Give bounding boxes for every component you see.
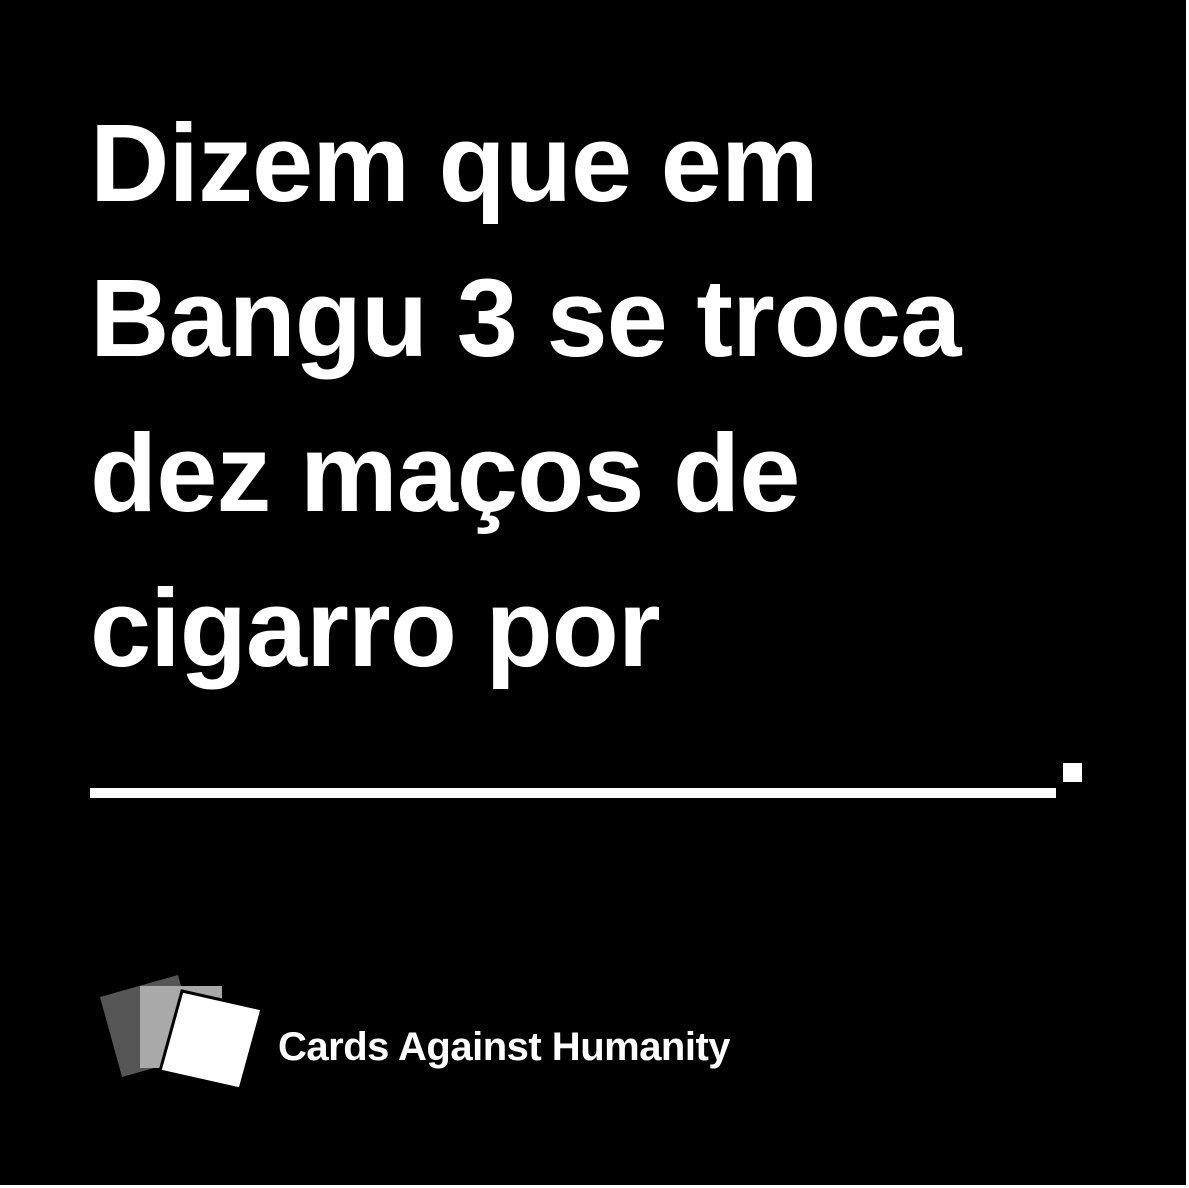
card-prompt [90, 86, 1130, 706]
prompt-line: dez maços de [90, 412, 800, 535]
blank-period [1063, 763, 1082, 782]
stacked-cards-icon [98, 970, 268, 1095]
prompt-line: Dizem que em [90, 102, 818, 225]
answer-blank [90, 788, 1056, 798]
prompt-line: Bangu 3 se troca [90, 257, 961, 380]
brand-name: Cards Against Humanity [278, 1025, 731, 1069]
prompt-line: cigarro por [90, 567, 660, 690]
